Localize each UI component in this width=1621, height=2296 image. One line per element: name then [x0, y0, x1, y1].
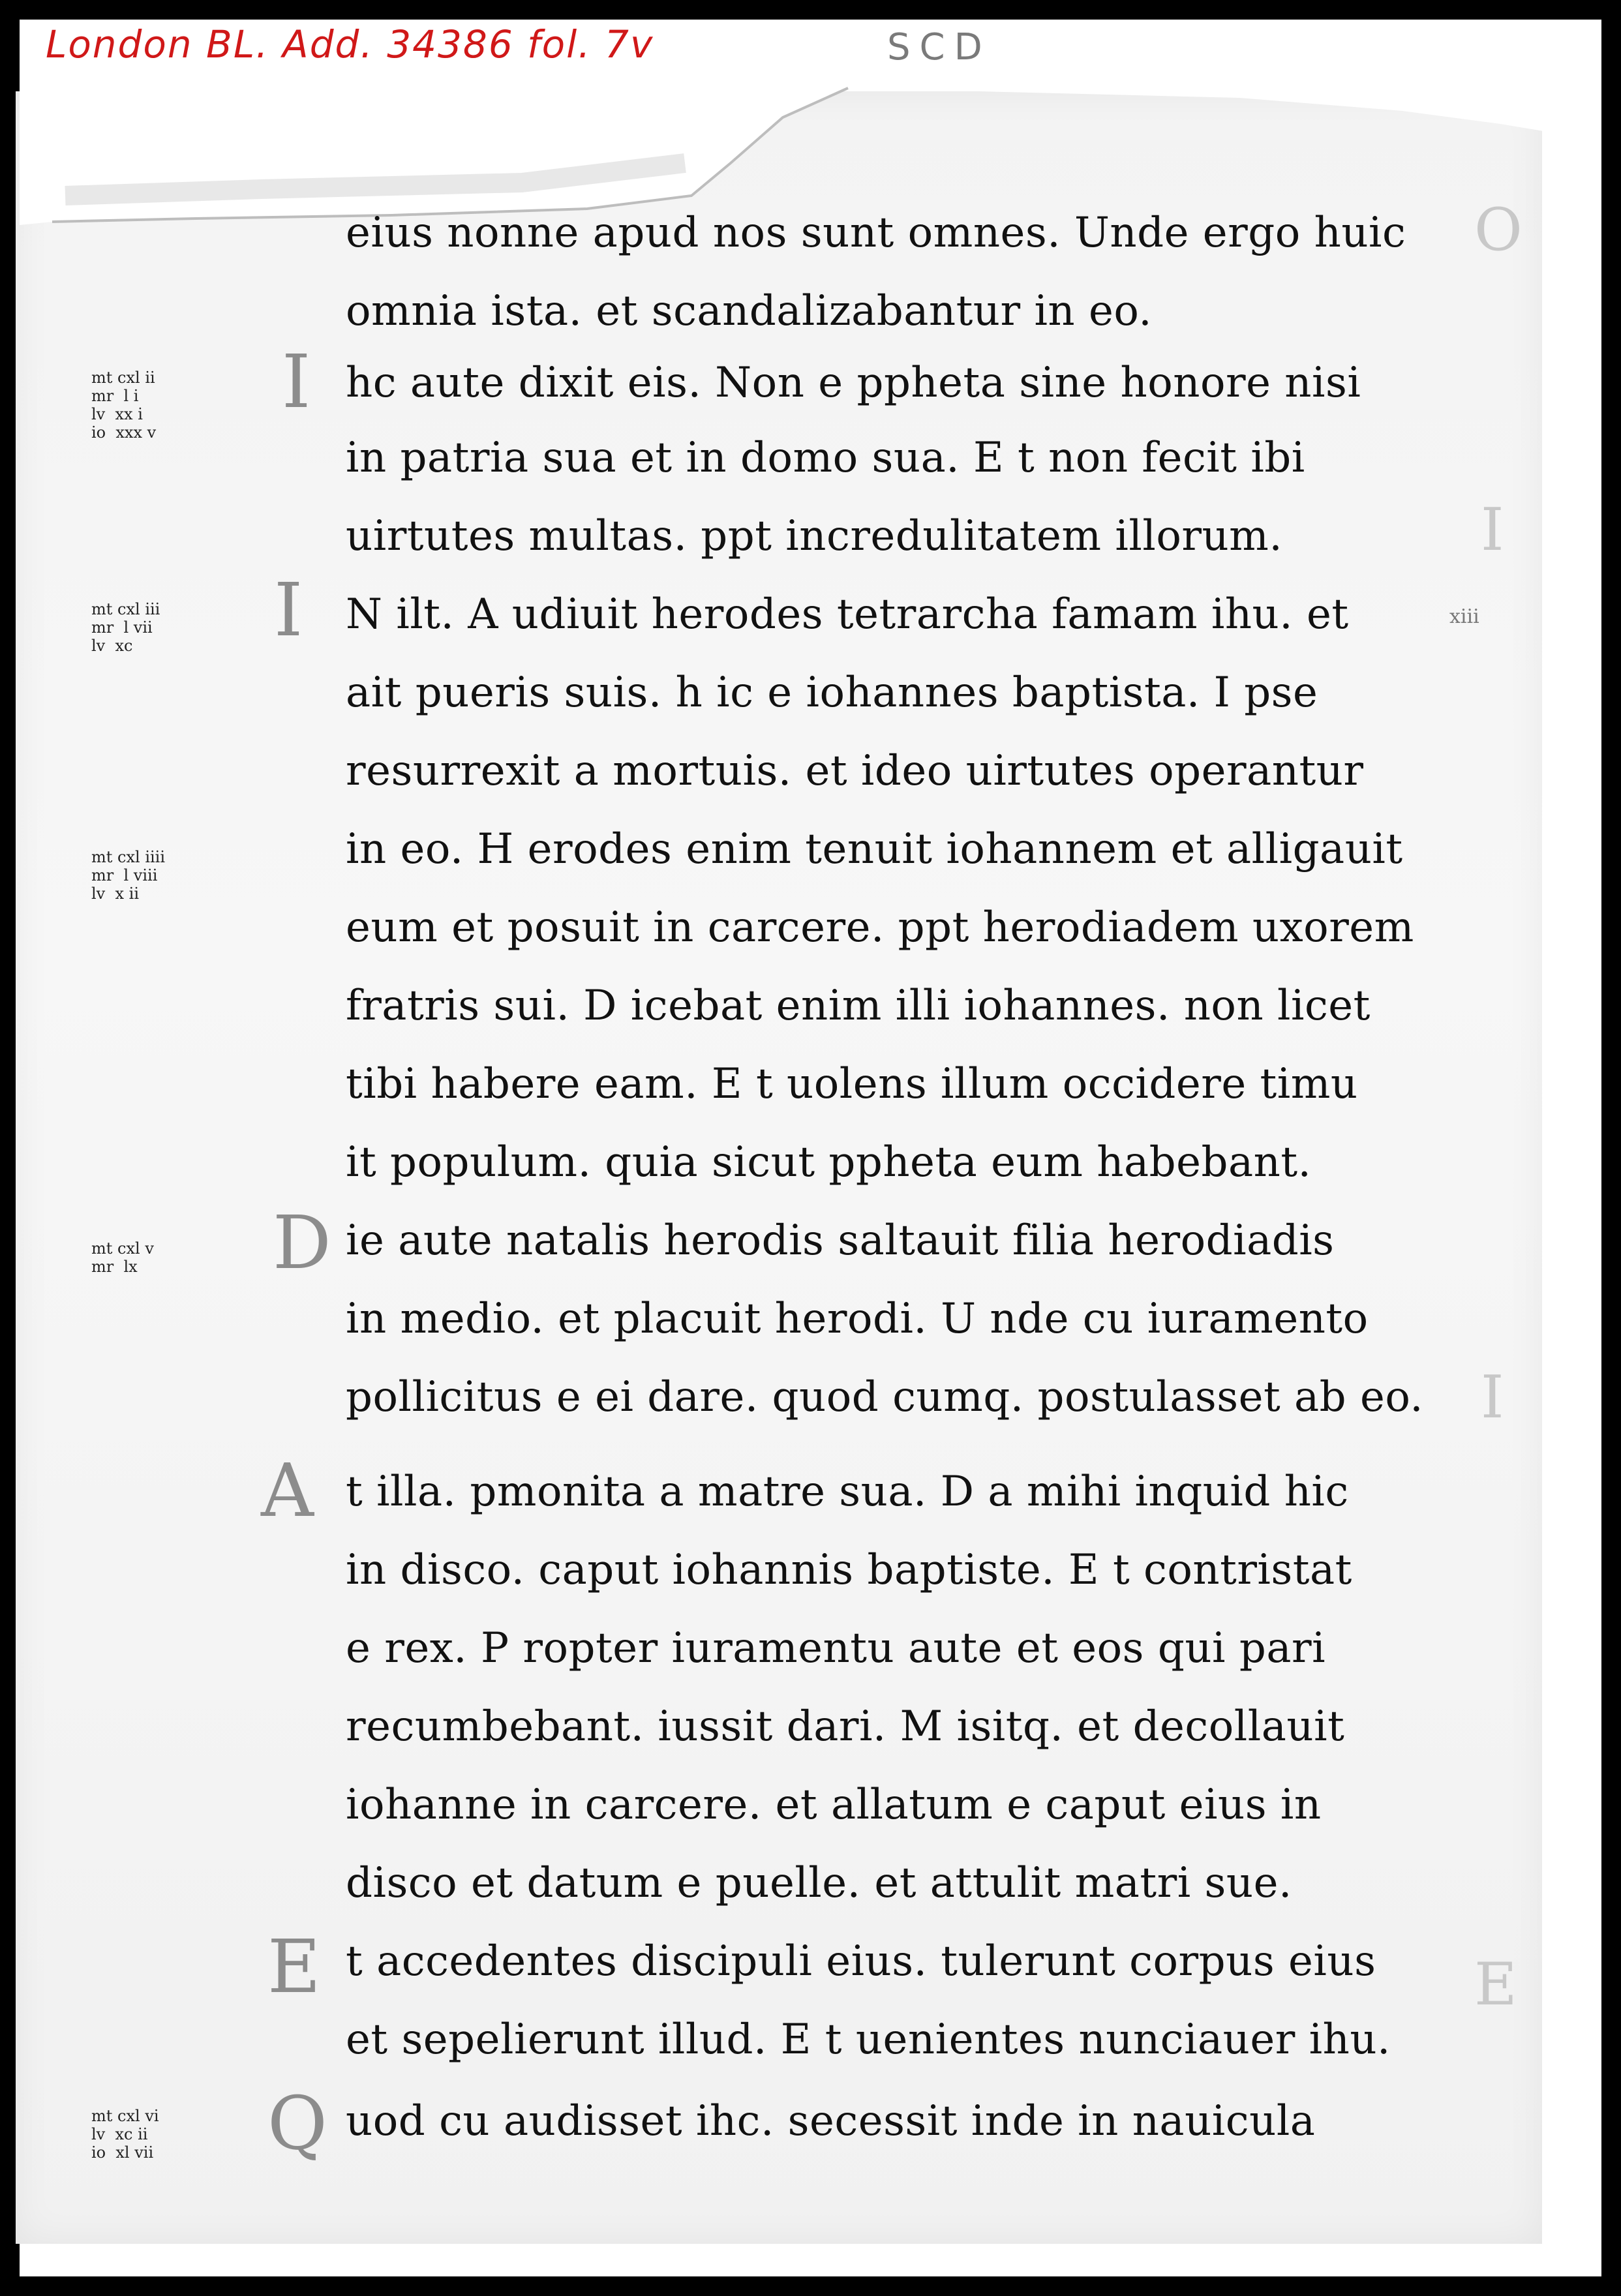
- text-line: N ilt. A udiuit herodes tetrarcha famam ihu. et: [346, 590, 1349, 639]
- show-through-letter: E: [1474, 1950, 1517, 2019]
- decorated-initial: I: [282, 340, 311, 425]
- text-line: in eo. H erodes enim tenuit iohannem et alligauit: [346, 825, 1403, 873]
- decorated-initial: I: [274, 568, 303, 653]
- margin-numeral: xiii: [1449, 605, 1479, 628]
- text-line: ie aute natalis herodis saltauit filia herodiadis: [346, 1216, 1335, 1265]
- text-line: t illa. pmonita a matre sua. D a mihi inquid hic: [346, 1468, 1349, 1516]
- text-line: eius nonne apud nos sunt omnes. Unde ergo huic: [346, 209, 1406, 257]
- canon-table-note: mt cxl iiii mr l viii lv x ii: [91, 848, 166, 903]
- text-line: eum et posuit in carcere. ppt herodiadem uxorem: [346, 903, 1414, 952]
- show-through-letter: I: [1481, 496, 1504, 564]
- text-line: recumbebant. iussit dari. M isitq. et decollauit: [346, 1702, 1345, 1751]
- canon-table-note: mt cxl ii mr l i lv xx i io xxx v: [91, 369, 157, 442]
- text-line: uirtutes multas. ppt incredulitatem illorum.: [346, 512, 1283, 560]
- decorated-initial: D: [273, 1201, 331, 1286]
- text-line: disco et datum e puelle. et attulit matri sue.: [346, 1859, 1292, 1907]
- canon-table-note: mt cxl vi lv xc ii io xl vii: [91, 2107, 159, 2162]
- text-line: pollicitus e ei dare. quod cumq. postulasset ab eo.: [346, 1373, 1424, 1421]
- shelfmark-annotation: London BL. Add. 34386 fol. 7v: [46, 22, 654, 67]
- decorated-initial: A: [261, 1449, 314, 1533]
- show-through-letter: I: [1481, 1363, 1504, 1432]
- canon-table-note: mt cxl v mr lx: [91, 1239, 154, 1276]
- text-line: in disco. caput iohannis baptiste. E t contristat: [346, 1546, 1352, 1594]
- text-line: resurrexit a mortuis. et ideo uirtutes operantur: [346, 747, 1364, 795]
- text-line: et sepelierunt illud. E t uenientes nunciauer ihu.: [346, 2016, 1391, 2064]
- decorated-initial: E: [267, 1925, 321, 2010]
- text-line: t accedentes discipuli eius. tulerunt corpus eius: [346, 1937, 1376, 1986]
- text-line: iohanne in carcere. et allatum e caput eius in: [346, 1781, 1322, 1829]
- text-line: in medio. et placuit herodi. U nde cu iuramento: [346, 1295, 1369, 1343]
- text-line: omnia ista. et scandalizabantur in eo.: [346, 287, 1153, 335]
- text-line: uod cu audisset ihc. secessit inde in nauicula: [346, 2097, 1316, 2145]
- canon-table-note: mt cxl iii mr l vii lv xc: [91, 600, 160, 655]
- text-line: in patria sua et in domo sua. E t non fecit ibi: [346, 434, 1305, 482]
- text-line: fratris sui. D icebat enim illi iohannes. non licet: [346, 982, 1371, 1030]
- text-line: tibi habere eam. E t uolens illum occidere timu: [346, 1060, 1358, 1108]
- text-line: e rex. P ropter iuramentu aute et eos qui pari: [346, 1624, 1326, 1672]
- text-line: it populum. quia sicut ppheta eum habebant.: [346, 1138, 1312, 1186]
- text-line: hc aute dixit eis. Non e ppheta sine honore nisi: [346, 359, 1361, 407]
- show-through-letter: O: [1474, 196, 1523, 264]
- text-line: ait pueris suis. h ic e iohannes baptista. I pse: [346, 669, 1318, 717]
- decorated-initial: Q: [267, 2081, 327, 2166]
- folio-mark: SCD: [887, 26, 992, 68]
